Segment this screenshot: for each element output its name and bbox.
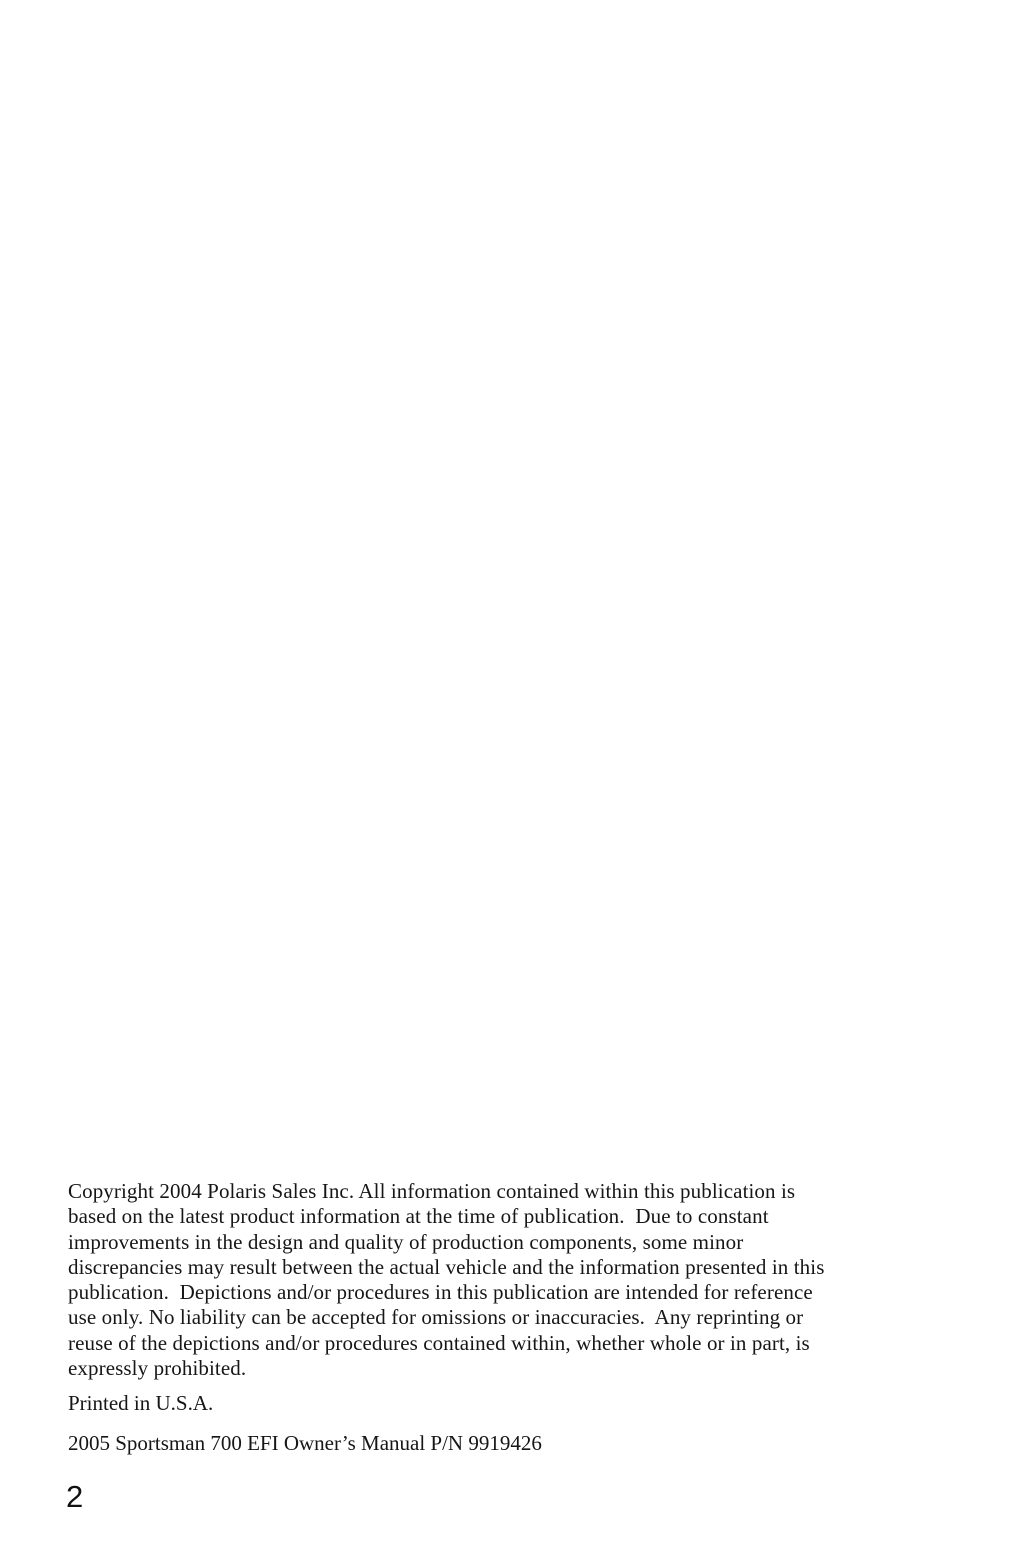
printed-in-usa-line: Printed in U.S.A. [68, 1391, 214, 1415]
copyright-line: improvements in the design and quality of production components, some minor [68, 1229, 744, 1254]
copyright-line: based on the latest product information at the time of publication. Due to constant [68, 1204, 769, 1229]
copyright-line: discrepancies may result between the actual vehicle and the information presented in this [68, 1254, 825, 1279]
copyright-line: expressly prohibited. [68, 1356, 247, 1381]
copyright-line: Copyright 2004 Polaris Sales Inc. All information contained within this publication is [68, 1179, 796, 1203]
manual-part-number-line: 2005 Sportsman 700 EFI Owner’s Manual P/N 9919426 [68, 1431, 542, 1455]
copyright-line: use only. No liability can be accepted for omissions or inaccuracies. Any reprinting or [68, 1305, 804, 1330]
copyright-paragraph [68, 1179, 948, 1381]
page-number: 2 [66, 1479, 84, 1514]
copyright-line: publication. Depictions and/or procedures in this publication are intended for reference [68, 1280, 813, 1305]
copyright-line: reuse of the depictions and/or procedures contained within, whether whole or in part, is [68, 1330, 810, 1355]
